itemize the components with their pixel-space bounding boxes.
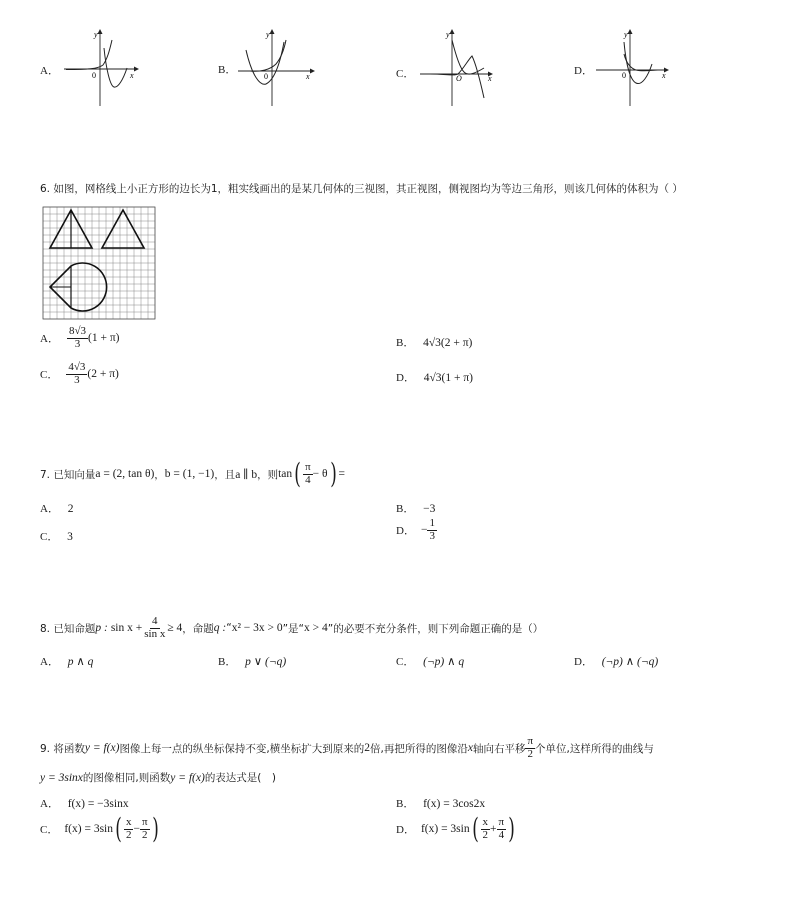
q9-xaxis: x xyxy=(467,742,473,755)
q6-stem: 6. 如图，网格线上小正方形的边长为1，粗实线画出的是某几何体的三视图，其正视图，侧视图均为等边三角形，则该几何体的体积为（ ） xyxy=(40,183,683,195)
q9-line1-mid2: 倍,再把所得的图像沿 xyxy=(370,742,468,755)
q7-post: ，则 xyxy=(257,468,279,481)
q7-parallel: a ∥ b xyxy=(235,469,258,481)
q9-line1-mid3: 轴向右平移 xyxy=(472,742,526,755)
q9-shift-den: 2 xyxy=(527,747,534,760)
q9-option-a-text: f(x) = −3sinx xyxy=(67,798,129,810)
q8-option-d-letter: D． xyxy=(574,656,593,668)
q9-line1-post: 个单位,这样所得的曲线与 xyxy=(535,742,654,755)
q9-stem-line2 xyxy=(40,770,276,785)
q5-option-d-graph xyxy=(594,28,676,108)
q9-stem-line1 xyxy=(40,736,654,760)
q6-option-d-letter: D． xyxy=(396,372,415,384)
q8-option-c-letter: C． xyxy=(396,656,415,668)
q8-p-label: p : xyxy=(95,622,108,635)
q9-option-c-pre: f(x) = 3sin xyxy=(64,823,113,835)
q8-p-frac xyxy=(142,616,167,640)
q8-p-frac-num: 4 xyxy=(152,615,158,627)
q5-a-y-label: y xyxy=(94,30,98,39)
q8-p-expr-post: ≥ 4 xyxy=(167,622,183,635)
q8-q-label: q : xyxy=(213,622,227,635)
q8-q-expr-1: x² − 3x > 0 xyxy=(231,622,283,635)
q9-option-d-n2: π xyxy=(498,815,505,828)
q8-q-text-1: “ xyxy=(226,622,232,635)
q8-option-b-letter: B． xyxy=(218,656,237,668)
q9-option-c-d2: 2 xyxy=(141,828,148,841)
q5-option-b-letter: B． xyxy=(218,64,237,76)
q7-option-d-letter: D． xyxy=(396,525,415,538)
q7-left-paren: ( xyxy=(294,457,301,490)
q6-option-a-tail: (1 + π) xyxy=(88,332,120,345)
q9-option-b[interactable] xyxy=(396,795,485,811)
q8-q-text-3: ”的必要不充分条件，则下列命题正确的是（） xyxy=(327,622,544,635)
q9-option-a[interactable] xyxy=(40,795,129,811)
q5-option-a-graph xyxy=(62,28,144,108)
q5-b-y-label: y xyxy=(266,30,270,39)
q7-frac-den: 4 xyxy=(305,473,311,486)
q6-option-a[interactable] xyxy=(40,326,119,350)
q8-option-a[interactable] xyxy=(40,653,93,669)
q9-option-c-letter: C． xyxy=(40,824,59,836)
q7-mid: ，且 xyxy=(214,468,236,481)
q7-option-c-text: 3 xyxy=(67,531,73,543)
q9-option-c-d1: 2 xyxy=(125,828,132,841)
q5-c-origin: O xyxy=(456,74,462,83)
q5-b-origin: 0 xyxy=(264,72,268,81)
q8-option-b[interactable] xyxy=(218,653,286,669)
q9-option-d-d1: 2 xyxy=(482,828,489,841)
q7-vector-a: a = (2, tan θ) xyxy=(95,468,155,480)
q8-option-a-letter: A． xyxy=(40,656,59,668)
q9-option-d-frac1 xyxy=(481,817,491,841)
q6-option-d[interactable] xyxy=(396,369,473,385)
q6-option-b-letter: B． xyxy=(396,337,415,349)
q7-option-c-letter: C． xyxy=(40,531,59,543)
q6-option-a-frac xyxy=(67,326,88,350)
q6-option-c-num: 4√3 xyxy=(68,361,86,373)
q7-option-d-num: 1 xyxy=(429,517,435,529)
q6-option-c-letter: C． xyxy=(40,369,59,382)
q6-option-c-tail: (2 + π) xyxy=(87,368,119,381)
q6-option-b-text: 4√3(2 + π) xyxy=(423,337,473,349)
q5-d-x-label: x xyxy=(662,71,666,80)
q9-option-d-pre: f(x) = 3sin xyxy=(420,823,470,835)
q9-option-c-lparen: ( xyxy=(115,812,122,845)
q6-option-d-text: 4√3(1 + π) xyxy=(423,372,473,384)
q9-option-c-frac2 xyxy=(140,817,150,841)
q6-option-a-num: 8√3 xyxy=(68,325,86,337)
q6-option-c[interactable] xyxy=(40,362,119,386)
q5-b-x-label: x xyxy=(306,72,310,81)
q7-option-b-letter: B． xyxy=(396,503,415,515)
q7-vector-b: b = (1, −1) xyxy=(164,468,215,480)
q7-option-d-sign: − xyxy=(420,524,428,537)
q7-option-d-frac xyxy=(427,518,437,542)
q7-stem xyxy=(40,457,345,490)
q5-option-c-graph xyxy=(418,28,500,108)
q5-option-a-letter: A． xyxy=(40,65,59,77)
q9-option-d-frac2 xyxy=(497,817,507,841)
q8-p-expr-pre: sin x + xyxy=(110,622,143,635)
q7-option-a[interactable] xyxy=(40,500,73,516)
q9-option-d-op: + xyxy=(490,823,497,835)
q9-shift-num: π xyxy=(527,735,534,747)
q9-option-d-letter: D． xyxy=(396,824,415,836)
q9-option-c-rparen: ) xyxy=(151,812,159,845)
q5-option-c-letter: C． xyxy=(396,68,415,80)
q8-stem-pre: 8. 已知命题 xyxy=(40,622,96,635)
q6-option-b[interactable] xyxy=(396,334,472,350)
q9-option-c-n2: π xyxy=(141,815,148,828)
q9-option-c-n1: x xyxy=(125,815,132,828)
q9-option-d-rparen: ) xyxy=(508,812,515,845)
q5-a-x-label: x xyxy=(130,71,134,80)
q5-option-d-letter: D． xyxy=(574,65,593,77)
q7-frac-num: π xyxy=(305,460,311,473)
q5-d-y-label: y xyxy=(624,30,628,39)
q7-option-a-letter: A． xyxy=(40,503,59,515)
side-view-triangle xyxy=(102,210,144,248)
q8-option-c-text: (¬p) ∧ q xyxy=(423,656,465,668)
q7-sep: ， xyxy=(154,468,165,481)
q8-option-c[interactable] xyxy=(396,653,464,669)
q9-func: y = f(x) xyxy=(84,742,120,755)
q7-option-b-text: −3 xyxy=(423,503,436,515)
q8-option-b-text: p ∨ (¬q) xyxy=(245,656,287,668)
q8-mid: ，命题 xyxy=(182,622,214,635)
q8-q-text-2: ”是“ xyxy=(282,622,304,635)
q6-three-view-figure xyxy=(42,206,158,322)
q7-option-d[interactable] xyxy=(396,518,437,542)
q7-frac xyxy=(303,462,313,486)
q8-p-frac-den: sin x xyxy=(144,627,166,640)
q7-option-b[interactable] xyxy=(396,500,435,516)
q8-stem xyxy=(40,616,543,640)
q9-line2-mid: 的图像相同,则函数 xyxy=(82,772,171,784)
q9-line2-post: 的表达式是( ) xyxy=(204,772,277,784)
q9-line1-pre: 9. 将函数 xyxy=(40,742,85,755)
q9-option-c[interactable] xyxy=(40,812,160,845)
q8-option-d[interactable] xyxy=(574,653,658,669)
q9-shift-frac xyxy=(525,736,535,760)
q6-option-c-den: 3 xyxy=(74,373,80,386)
q7-right-paren: ) xyxy=(329,457,337,490)
q9-line2-expr: y = 3sinx xyxy=(40,771,83,784)
q9-option-d-lparen: ( xyxy=(471,812,479,845)
q7-option-c[interactable] xyxy=(40,528,73,544)
q9-two: 2 xyxy=(364,742,371,755)
q9-option-d[interactable] xyxy=(396,812,517,845)
q5-a-origin: 0 xyxy=(92,71,96,80)
q6-option-c-frac xyxy=(66,362,87,386)
q5-d-origin: 0 xyxy=(622,71,626,80)
q8-option-a-text: p ∧ q xyxy=(67,656,94,668)
q9-option-d-n1: x xyxy=(482,815,489,828)
q9-option-b-text: f(x) = 3cos2x xyxy=(423,798,486,810)
q7-equals: = xyxy=(338,468,345,480)
q8-option-d-text: (¬p) ∧ (¬q) xyxy=(601,656,659,668)
q5-c-y-label: y xyxy=(446,30,450,39)
q7-option-a-text: 2 xyxy=(67,503,74,515)
q9-option-d-d2: 4 xyxy=(498,828,505,841)
q6-option-a-letter: A． xyxy=(40,333,59,346)
q7-stem-pre: 7. 已知向量 xyxy=(40,468,96,481)
q9-line1-mid: 图像上每一点的纵坐标保持不变,横坐标扩大到原来的 xyxy=(119,742,365,755)
q5-option-b-graph xyxy=(236,28,318,108)
q8-q-expr-2: x > 4 xyxy=(304,622,328,635)
q7-option-d-den: 3 xyxy=(429,529,435,542)
q6-option-a-den: 3 xyxy=(74,337,81,350)
q9-line2-func: y = f(x) xyxy=(170,771,205,784)
q9-option-b-letter: B． xyxy=(396,798,415,810)
q5-c-x-label: x xyxy=(488,74,492,83)
q7-tan: tan xyxy=(278,468,293,480)
q9-option-c-frac1 xyxy=(124,817,134,841)
q9-option-c-op: − xyxy=(133,823,140,835)
q9-option-a-letter: A． xyxy=(40,798,59,810)
q7-minus-theta: − θ xyxy=(312,468,328,480)
